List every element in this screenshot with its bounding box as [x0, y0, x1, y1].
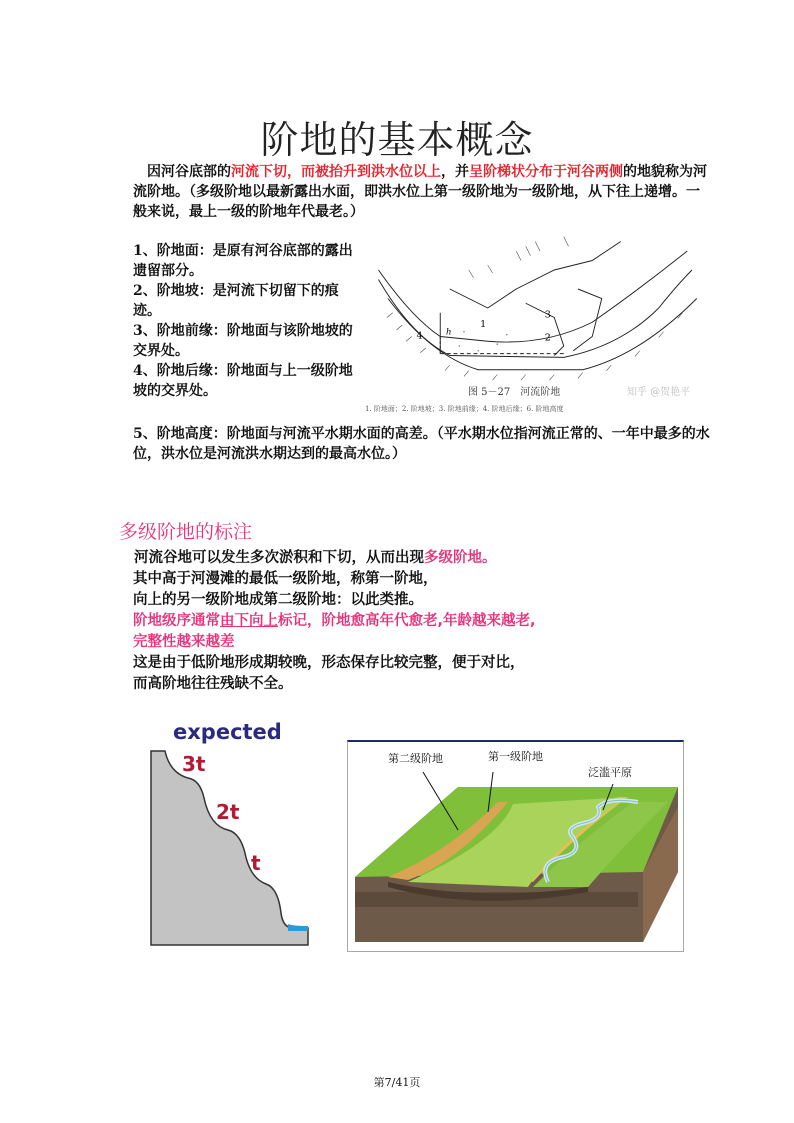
watermark: 知乎 @贺艳平 [627, 387, 691, 398]
section-heading: 多级阶地的标注 [119, 521, 253, 543]
intro-text: 的地貌称为河流阶地。（多级阶地以最新露出水面，即洪水位上第一级阶地为一级阶地，从下往上递增。一般来说，最上一级的阶地年代最老。） [133, 164, 707, 220]
body-highlight: 标记，阶地愈高年代愈老,年龄越来越老, [278, 613, 536, 629]
definition-item: 1、阶地面：是原有河谷底部的露出遗留部分。 [133, 243, 353, 279]
body-highlight: 阶地级序通常 [133, 613, 220, 629]
river-terrace-sketch [365, 232, 715, 418]
diagram-heading: expected [173, 720, 282, 744]
definition-item: 4、阶地后缘：阶地面与上一级阶地坡的交界处。 [133, 363, 353, 399]
figure-legend: 1. 阶地面；2. 阶地坡；3. 阶地前缘；4. 阶地后缘；6. 阶地高度 [365, 405, 564, 413]
terrace-age-diagram [148, 718, 313, 948]
body-highlight: 完整性越来越差 [133, 634, 235, 650]
body-underline: 由下向上 [220, 613, 278, 629]
intro-paragraph [133, 162, 713, 222]
intro-text: 因河谷底部的 [147, 164, 231, 180]
sketch-label: h [445, 327, 452, 338]
age-label: 2t [216, 800, 240, 824]
page-title: 阶地的基本概念 [260, 118, 534, 162]
body-text: 向上的另一级阶地成第二级阶地：以此类推。 [133, 592, 423, 608]
body-text: 这是由于低阶地形成期较晚，形态保存比较完整，便于对比， [133, 655, 525, 671]
definition-5: 5、阶地高度：阶地面与河流平水期水面的高差。（平水期水位指河流正常的、一年中最多的水位，洪水位是河流洪水期达到的最高水位。） [133, 426, 710, 462]
definition-item: 3、阶地前缘：阶地面与该阶地坡的交界处。 [133, 323, 353, 359]
sketch-label: 1 [480, 319, 487, 330]
intro-highlight: 呈阶梯状分布于河谷两侧 [469, 164, 623, 180]
definition-item: 2、阶地坡：是河流下切留下的痕迹。 [133, 283, 339, 319]
body-highlight: 多级阶地。 [424, 550, 497, 566]
body-text: 而高阶地往往残缺不全。 [133, 676, 293, 692]
sketch-label: 3 [544, 309, 551, 321]
sketch-label: 4 [416, 330, 423, 342]
diagram-label: 第一级阶地 [488, 750, 543, 763]
age-label: t [251, 851, 261, 875]
page-number: 第7/41页 [373, 1076, 421, 1089]
intro-text: ，并 [441, 164, 469, 180]
body-text: 河流谷地可以发生多次淤积和下切，从而出现 [134, 550, 424, 566]
body-text: 其中高于河漫滩的最低一级阶地，称第一阶地， [133, 571, 438, 587]
section-body [133, 548, 536, 695]
terrace-sketch-drawing [365, 232, 715, 384]
sketch-label: 2 [544, 332, 551, 344]
intro-highlight: 河流下切，而被抬升到洪水位以上 [231, 164, 441, 180]
terrace-block-diagram [347, 740, 684, 952]
block-diagram-drawing [348, 742, 683, 952]
diagram-label: 第二级阶地 [388, 752, 443, 765]
figure-caption: 图 5－27 河流阶地 [468, 387, 561, 398]
definition-list [133, 241, 353, 401]
age-label: 3t [182, 752, 206, 776]
diagram-label: 泛滥平原 [588, 766, 632, 779]
terrace-age-drawing [148, 718, 313, 948]
